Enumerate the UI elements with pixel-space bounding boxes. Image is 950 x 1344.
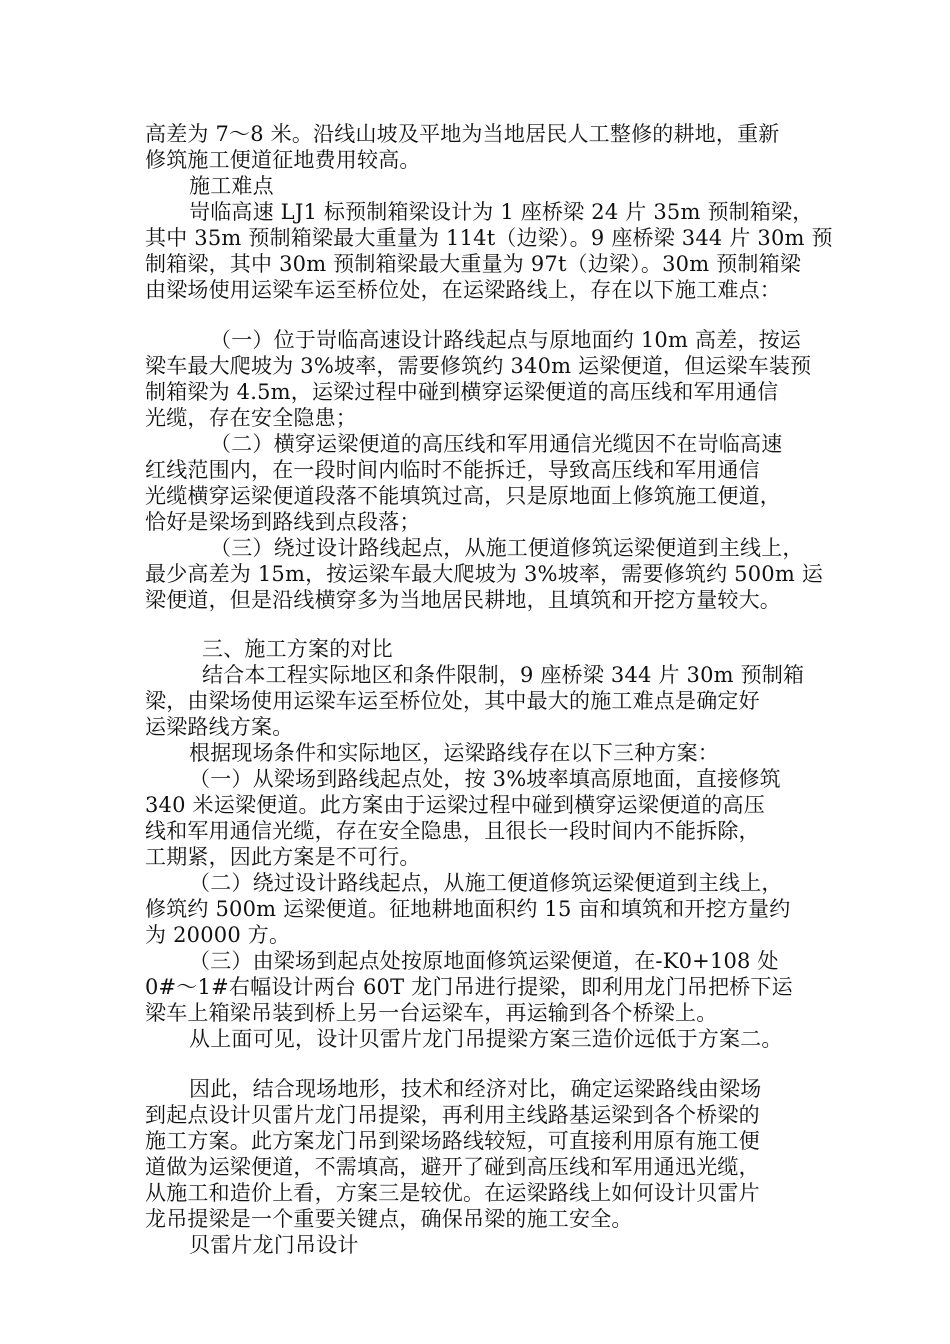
text-line: 从上面可见，设计贝雷片龙门吊提梁方案三造价远低于方案二。: [189, 1027, 783, 1051]
text-line: 线和军用通信光缆，存在安全隐患，且很长一段时间内不能拆除，: [145, 819, 760, 843]
text-line: 最少高差为 15m，按运梁车最大爬坡为 3%坡率，需要修筑约 500m 运: [145, 562, 824, 586]
text-line: 梁，由梁场使用运梁车运至桥位处，其中最大的施工难点是确定好: [145, 689, 760, 713]
section-heading: 贝雷片龙门吊设计: [189, 1233, 359, 1257]
text-line: 根据现场条件和实际地区，运梁路线存在以下三种方案：: [189, 741, 719, 765]
text-line: 光缆横穿运梁便道段落不能填筑过高，只是原地面上修筑施工便道，: [145, 484, 781, 508]
section-heading: 施工难点: [189, 174, 274, 198]
text-line: 0#～1#右幅设计两台 60T 龙门吊进行提梁，即利用龙门吊把桥下运: [145, 975, 793, 999]
text-line: （一）位于岢临高速设计路线起点与原地面约 10m 高差，按运: [210, 328, 801, 352]
text-line: 龙吊提梁是一个重要关键点，确保吊梁的施工安全。: [145, 1207, 633, 1231]
section-heading: 三、施工方案的对比: [202, 637, 393, 661]
text-line: 光缆，存在安全隐患；: [145, 406, 357, 430]
text-line: 道做为运梁便道，不需填高，避开了碰到高压线和军用通迅光缆，: [145, 1155, 760, 1179]
text-line: 梁便道，但是沿线横穿多为当地居民耕地，且填筑和开挖方量较大。: [145, 588, 781, 612]
text-line: 梁车最大爬坡为 3%坡率，需要修筑约 340m 运梁便道，但运梁车装预: [145, 354, 812, 378]
text-line: 由梁场使用运梁车运至桥位处，在运梁路线上，存在以下施工难点：: [145, 278, 781, 302]
text-line: 因此，结合现场地形，技术和经济对比，确定运梁路线由梁场: [189, 1077, 762, 1101]
text-line: 结合本工程实际地区和条件限制，9 座桥梁 344 片 30m 预制箱: [202, 663, 805, 687]
text-line: （三）由梁场到起点处按原地面修筑运梁便道，在-K0+108 处: [189, 949, 779, 973]
text-line: 到起点设计贝雷片龙门吊提梁，再利用主线路基运梁到各个桥梁的: [145, 1103, 760, 1127]
text-line: （二）绕过设计路线起点，从施工便道修筑运梁便道到主线上，: [189, 871, 783, 895]
text-line: 为 20000 方。: [145, 923, 291, 947]
text-line: 梁车上箱梁吊装到桥上另一台运梁车，再运输到各个桥梁上。: [145, 1001, 718, 1025]
text-line: 制箱梁为 4.5m，运梁过程中碰到横穿运梁便道的高压线和军用通信: [145, 380, 779, 404]
text-line: （二）横穿运梁便道的高压线和军用通信光缆因不在岢临高速: [210, 432, 783, 456]
text-line: 高差为 7～8 米。沿线山坡及平地为当地居民人工整修的耕地，重新: [145, 122, 780, 146]
text-line: 其中 35m 预制箱梁最大重量为 114t（边梁）。9 座桥梁 344 片 30m 预: [145, 226, 833, 250]
text-line: 运梁路线方案。: [145, 715, 294, 739]
text-line: 340 米运梁便道。此方案由于运梁过程中碰到横穿运梁便道的高压: [145, 793, 765, 817]
text-line: 红线范围内，在一段时间内临时不能拆迁，导致高压线和军用通信: [145, 458, 760, 482]
text-line: 从施工和造价上看，方案三是较优。在运梁路线上如何设计贝雷片: [145, 1181, 760, 1205]
text-line: （一）从梁场到路线起点处，按 3%坡率填高原地面，直接修筑: [189, 767, 781, 791]
text-line: 施工方案。此方案龙门吊到梁场路线较短，可直接利用原有施工便: [145, 1129, 760, 1153]
text-line: 恰好是梁场到路线到点段落；: [145, 510, 421, 534]
text-line: （三）绕过设计路线起点，从施工便道修筑运梁便道到主线上，: [210, 536, 804, 560]
text-line: 修筑施工便道征地费用较高。: [145, 148, 421, 172]
text-line: 岢临高速 LJ1 标预制箱梁设计为 1 座桥梁 24 片 35m 预制箱梁，: [189, 200, 814, 224]
text-line: 制箱梁，其中 30m 预制箱梁最大重量为 97t（边梁）。30m 预制箱梁: [145, 252, 802, 276]
text-line: 工期紧，因此方案是不可行。: [145, 845, 421, 869]
text-line: 修筑约 500m 运梁便道。征地耕地面积约 15 亩和填筑和开挖方量约: [145, 897, 791, 921]
